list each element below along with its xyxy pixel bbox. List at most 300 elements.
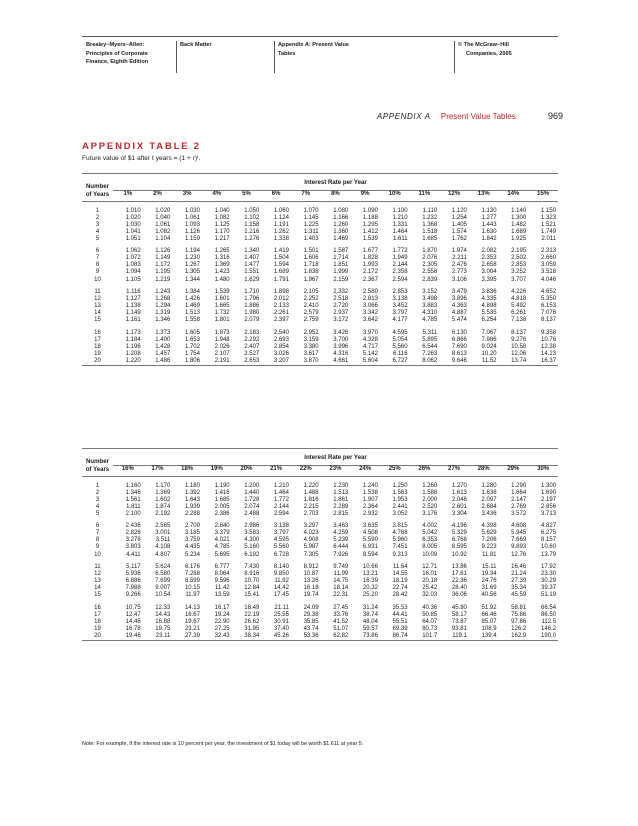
year-cell: 2 xyxy=(95,214,100,221)
running-head-appendix: APPENDIX A xyxy=(376,112,431,121)
value-cell: 1.838 xyxy=(303,269,319,276)
value-cell: 15.41 xyxy=(244,592,260,599)
value-cell: 1.050 xyxy=(244,207,260,214)
value-cell: 6.728 xyxy=(273,551,289,558)
value-cell: 1.426 xyxy=(184,296,200,303)
table-row xyxy=(82,544,558,551)
value-cell: 1.588 xyxy=(422,489,438,496)
value-cell: 1.816 xyxy=(303,496,319,503)
value-cell: 3.172 xyxy=(333,317,349,324)
future-value-table-1 xyxy=(82,173,558,366)
table-row xyxy=(82,504,558,511)
value-cell: 43.74 xyxy=(303,625,319,632)
value-cell: 1.150 xyxy=(541,207,557,214)
value-cell: 1.643 xyxy=(184,496,200,503)
year-cell: 5 xyxy=(95,235,100,242)
rate-header: 18% xyxy=(172,465,202,477)
value-cell: 1.440 xyxy=(244,489,260,496)
value-cell: 1.230 xyxy=(333,482,349,489)
value-cell: 1.861 xyxy=(333,496,349,503)
value-cell: 1.653 xyxy=(184,336,200,343)
value-cell: 1.188 xyxy=(362,214,378,221)
value-cell: 11.81 xyxy=(481,551,497,558)
value-cell: 1.083 xyxy=(125,262,141,269)
value-cell: 1.594 xyxy=(273,262,289,269)
value-cell: 8.157 xyxy=(541,537,557,544)
value-cell: 1.457 xyxy=(155,350,171,357)
value-cell: 2.502 xyxy=(511,255,527,262)
value-cell: 13.59 xyxy=(214,592,230,599)
table-row xyxy=(82,262,558,269)
value-cell: 1.120 xyxy=(451,207,467,214)
year-cell: 4 xyxy=(95,503,100,510)
value-cell: 16.17 xyxy=(214,604,230,611)
rate-header: 4% xyxy=(202,190,232,202)
value-cell: 1.762 xyxy=(451,235,467,242)
value-cell: 5.895 xyxy=(422,336,438,343)
value-cell: 29.38 xyxy=(303,611,319,618)
value-cell: 1.513 xyxy=(184,310,200,317)
value-cell: 2.769 xyxy=(511,503,527,510)
rate-header: 27% xyxy=(439,465,469,477)
value-cell: 1.219 xyxy=(155,276,171,283)
rate-header: 29% xyxy=(499,465,529,477)
value-cell: 2.197 xyxy=(541,496,557,503)
value-cell: 1.412 xyxy=(362,228,378,235)
value-cell: 2.252 xyxy=(303,296,319,303)
value-cell: 7.067 xyxy=(481,329,497,336)
section-info xyxy=(176,41,212,73)
rate-header: 8% xyxy=(321,190,351,202)
value-cell: 4.508 xyxy=(362,530,378,537)
value-cell: 4.021 xyxy=(214,537,230,544)
value-cell: 2.147 xyxy=(511,496,527,503)
value-cell: 3.479 xyxy=(451,289,467,296)
value-cell: 9.266 xyxy=(125,592,141,599)
value-cell: 1.405 xyxy=(451,221,467,228)
value-cell: 2.313 xyxy=(541,248,557,255)
year-cell: 17 xyxy=(94,336,101,343)
value-cell: 19.24 xyxy=(214,611,230,618)
value-cell: 6.130 xyxy=(451,329,467,336)
value-cell: 6.153 xyxy=(541,303,557,310)
value-cell: 1.061 xyxy=(155,221,171,228)
value-cell: 7.430 xyxy=(244,564,260,571)
value-cell: 75.86 xyxy=(511,611,527,618)
value-cell: 1.196 xyxy=(125,343,141,350)
table-row xyxy=(82,269,558,276)
value-cell: 9.276 xyxy=(511,336,527,343)
value-cell: 2.079 xyxy=(244,317,260,324)
year-cell: 10 xyxy=(94,551,101,558)
value-cell: 3.152 xyxy=(422,289,438,296)
value-cell: 86.74 xyxy=(380,633,410,641)
year-cell: 10 xyxy=(94,276,101,283)
value-cell: 32.43 xyxy=(202,633,232,641)
rate-header: 15% xyxy=(528,190,558,202)
value-cell: 1.082 xyxy=(214,214,230,221)
table-row xyxy=(82,497,558,504)
value-cell: 2.601 xyxy=(451,503,467,510)
value-cell: 1.124 xyxy=(273,214,289,221)
table-title: APPENDIX TABLE 2 xyxy=(82,141,201,152)
value-cell: 11.52 xyxy=(469,358,499,366)
value-cell: 1.060 xyxy=(273,207,289,214)
value-cell: 2.986 xyxy=(244,523,260,530)
value-cell: 6.886 xyxy=(125,578,141,585)
value-cell: 1.443 xyxy=(481,221,497,228)
value-cell: 3.052 xyxy=(392,510,408,517)
value-cell: 1.105 xyxy=(125,276,141,283)
value-cell: 101.7 xyxy=(410,633,440,641)
book-authors: Brealey−Myers−Allen: xyxy=(86,42,145,48)
value-cell: 3.996 xyxy=(333,343,349,350)
year-cell: 12 xyxy=(94,296,101,303)
value-cell: 1.368 xyxy=(422,221,438,228)
value-cell: 1.220 xyxy=(113,358,143,366)
years-label: of Years xyxy=(82,190,113,202)
value-cell: 9.646 xyxy=(439,358,469,366)
year-cell: 5 xyxy=(95,510,100,517)
number-label: Number xyxy=(82,449,113,466)
value-cell: 40.36 xyxy=(422,604,438,611)
value-cell: 64.07 xyxy=(422,618,438,625)
value-cell: 1.191 xyxy=(273,221,289,228)
value-cell: 12.76 xyxy=(511,551,527,558)
value-cell: 2.856 xyxy=(541,503,557,510)
value-cell: 2.565 xyxy=(155,523,171,530)
value-cell: 2.594 xyxy=(273,510,289,517)
value-cell: 3.635 xyxy=(362,523,378,530)
value-cell: 69.39 xyxy=(392,625,408,632)
value-cell: 1.210 xyxy=(273,482,289,489)
value-cell: 3.707 xyxy=(511,276,527,283)
value-cell: 1.104 xyxy=(155,235,171,242)
value-cell: 22.19 xyxy=(244,611,260,618)
value-cell: 33.76 xyxy=(333,611,349,618)
value-cell: 1.801 xyxy=(214,317,230,324)
year-cell: 8 xyxy=(95,537,100,544)
value-cell: 6.768 xyxy=(451,537,467,544)
interest-rate-label: Interest Rate per Year xyxy=(113,174,558,191)
value-cell: 1.294 xyxy=(155,303,171,310)
table-row xyxy=(82,344,558,351)
value-cell: 1.110 xyxy=(422,207,438,214)
value-cell: 17.61 xyxy=(451,571,467,578)
value-cell: 58.17 xyxy=(451,611,467,618)
value-cell: 1.664 xyxy=(511,489,527,496)
rate-header: 24% xyxy=(350,465,380,477)
value-cell: 1.243 xyxy=(155,289,171,296)
table-row xyxy=(82,483,558,490)
page-number: 969 xyxy=(547,111,563,121)
year-cell: 7 xyxy=(95,255,100,262)
value-cell: 8.064 xyxy=(214,571,230,578)
value-cell: 13.74 xyxy=(499,358,529,366)
value-cell: 3.463 xyxy=(333,523,349,530)
value-cell: 1.159 xyxy=(184,235,200,242)
value-cell: 1.127 xyxy=(125,296,141,303)
value-cell: 2.441 xyxy=(392,503,408,510)
rate-header: 26% xyxy=(410,465,440,477)
table-row xyxy=(82,585,558,592)
value-cell: 97.86 xyxy=(511,618,527,625)
value-cell: 3.138 xyxy=(392,296,408,303)
value-cell: 7.926 xyxy=(333,551,349,558)
document-header xyxy=(82,36,558,79)
value-cell: 1.689 xyxy=(511,228,527,235)
value-cell: 5.936 xyxy=(125,571,141,578)
value-cell: 2.144 xyxy=(273,503,289,510)
value-cell: 1.170 xyxy=(155,482,171,489)
value-cell: 40.56 xyxy=(481,592,497,599)
value-cell: 5.474 xyxy=(451,317,467,324)
value-cell: 1.886 xyxy=(244,303,260,310)
value-cell: 3.380 xyxy=(303,343,319,350)
value-cell: 3.059 xyxy=(541,262,557,269)
value-cell: 2.076 xyxy=(422,255,438,262)
value-cell: 12.71 xyxy=(422,564,438,571)
value-cell: 1.907 xyxy=(362,496,378,503)
value-cell: 8.137 xyxy=(541,317,557,324)
value-cell: 1.477 xyxy=(244,262,260,269)
value-cell: 2.854 xyxy=(273,343,289,350)
value-cell: 1.605 xyxy=(184,329,200,336)
value-cell: 1.689 xyxy=(273,269,289,276)
value-cell: 1.993 xyxy=(362,262,378,269)
value-cell: 1.331 xyxy=(392,221,408,228)
value-cell: 5.054 xyxy=(392,336,408,343)
value-cell: 10.87 xyxy=(303,571,319,578)
value-cell: 1.873 xyxy=(214,329,230,336)
interest-rate-label: Interest Rate per Year xyxy=(113,449,558,466)
value-cell: 1.170 xyxy=(214,228,230,235)
value-cell: 7.451 xyxy=(392,544,408,551)
table-row xyxy=(82,523,558,530)
value-cell: 24.09 xyxy=(303,604,319,611)
value-cell: 4.328 xyxy=(362,336,378,343)
value-cell: 2.853 xyxy=(392,289,408,296)
value-cell: 38.34 xyxy=(232,633,262,641)
value-cell: 3.106 xyxy=(451,276,467,283)
value-cell: 1.464 xyxy=(273,489,289,496)
value-cell: 2.211 xyxy=(452,255,467,262)
value-cell: 1.710 xyxy=(244,289,260,296)
value-cell: 19.67 xyxy=(184,618,200,625)
value-cell: 5.234 xyxy=(184,551,200,558)
value-cell: 6.580 xyxy=(155,571,171,578)
value-cell: 1.949 xyxy=(392,255,408,262)
value-cell: 1.464 xyxy=(392,228,408,235)
value-cell: 1.611 xyxy=(392,235,408,242)
rate-header: 28% xyxy=(469,465,499,477)
value-cell: 3.511 xyxy=(155,537,171,544)
value-cell: 16.37 xyxy=(528,358,558,366)
value-cell: 85.07 xyxy=(481,618,497,625)
value-cell: 5.560 xyxy=(392,343,408,350)
value-cell: 1.020 xyxy=(155,207,171,214)
value-cell: 7.988 xyxy=(125,585,141,592)
value-cell: 112.5 xyxy=(541,618,557,625)
value-cell: 15.11 xyxy=(481,564,497,571)
value-cell: 3.713 xyxy=(541,510,557,517)
value-cell: 1.613 xyxy=(451,489,467,496)
table-row xyxy=(82,633,558,641)
value-cell: 1.161 xyxy=(125,317,141,324)
value-cell: 10.20 xyxy=(481,350,497,357)
value-cell: 1.216 xyxy=(244,228,260,235)
value-cell: 1.040 xyxy=(214,207,230,214)
value-cell: 10.76 xyxy=(541,336,557,343)
copyright-line-2: Companies, 2005 xyxy=(466,50,512,57)
value-cell: 5.239 xyxy=(333,537,349,544)
value-cell: 1.094 xyxy=(125,269,141,276)
appendix-name: Appendix A: Present Value xyxy=(278,42,349,48)
value-cell: 66.54 xyxy=(541,604,557,611)
value-cell: 2.367 xyxy=(362,276,378,283)
table-row xyxy=(82,552,558,559)
section-name: Back Matter xyxy=(180,42,212,48)
value-cell: 21.11 xyxy=(274,604,289,611)
value-cell: 1.563 xyxy=(392,489,408,496)
value-cell: 1.276 xyxy=(244,235,260,242)
rate-header: 20% xyxy=(232,465,262,477)
value-cell: 1.677 xyxy=(362,248,378,255)
value-cell: 2.133 xyxy=(273,303,289,310)
value-cell: 1.040 xyxy=(155,214,171,221)
value-cell: 1.295 xyxy=(362,221,378,228)
value-cell: 7.076 xyxy=(541,310,557,317)
book-info xyxy=(86,41,148,67)
value-cell: 1.268 xyxy=(155,296,171,303)
value-cell: 7.288 xyxy=(184,571,200,578)
value-cell: 4.717 xyxy=(362,343,378,350)
value-cell: 2.488 xyxy=(244,510,260,517)
value-cell: 1.200 xyxy=(244,482,260,489)
value-cell: 66.46 xyxy=(481,611,497,618)
rate-header: 12% xyxy=(439,190,469,202)
value-cell: 1.240 xyxy=(362,482,378,489)
value-cell: 80.73 xyxy=(422,625,438,632)
value-cell: 1.702 xyxy=(184,343,200,350)
value-cell: 10.60 xyxy=(541,544,557,551)
value-cell: 1.574 xyxy=(451,228,467,235)
value-cell: 5.987 xyxy=(303,544,319,551)
value-cell: 1.010 xyxy=(125,207,141,214)
value-cell: 1.551 xyxy=(244,269,260,276)
value-cell: 3.883 xyxy=(422,303,438,310)
value-cell: 6.254 xyxy=(481,317,497,324)
value-cell: 2.191 xyxy=(202,358,232,366)
value-cell: 1.772 xyxy=(273,496,289,503)
value-cell: 6.544 xyxy=(422,343,438,350)
year-cell: 16 xyxy=(94,329,101,336)
value-cell: 2.540 xyxy=(273,329,289,336)
value-cell: 2.353 xyxy=(481,255,497,262)
rate-header: 11% xyxy=(410,190,440,202)
value-cell: 4.807 xyxy=(155,551,171,558)
value-cell: 1.539 xyxy=(362,235,378,242)
value-cell: 2.520 xyxy=(422,503,438,510)
value-cell: 22.90 xyxy=(214,618,230,625)
rate-header: 14% xyxy=(499,190,529,202)
value-cell: 37.40 xyxy=(273,625,289,632)
value-cell: 1.587 xyxy=(333,248,349,255)
value-cell: 1.419 xyxy=(273,248,289,255)
rate-header: 17% xyxy=(143,465,173,477)
value-cell: 6.192 xyxy=(244,551,260,558)
value-cell: 14.55 xyxy=(392,571,408,578)
value-cell: 9.850 xyxy=(273,571,289,578)
value-cell: 3.870 xyxy=(291,358,321,366)
value-cell: 4.196 xyxy=(451,523,467,530)
value-cell: 2.305 xyxy=(422,262,438,269)
value-cell: 2.144 xyxy=(392,262,408,269)
value-cell: 24.76 xyxy=(481,578,497,585)
value-cell: 3.342 xyxy=(362,310,378,317)
value-cell: 35.53 xyxy=(392,604,408,611)
year-cell: 19 xyxy=(94,625,101,632)
value-cell: 8.137 xyxy=(511,329,527,336)
value-cell: 1.093 xyxy=(184,221,200,228)
value-cell: 7.690 xyxy=(451,343,467,350)
value-cell: 12.38 xyxy=(541,343,557,350)
value-cell: 7.699 xyxy=(155,578,171,585)
table-row xyxy=(82,605,558,612)
rate-header: 22% xyxy=(291,465,321,477)
table-row xyxy=(82,222,558,229)
value-cell: 1.480 xyxy=(214,276,230,283)
value-cell: 11.42 xyxy=(215,585,230,592)
value-cell: 28.42 xyxy=(392,592,408,599)
value-cell: 1.160 xyxy=(125,482,141,489)
value-cell: 5.350 xyxy=(541,296,557,303)
appendix-name-2: Tables xyxy=(278,50,296,57)
value-cell: 1.130 xyxy=(481,207,497,214)
year-cell: 14 xyxy=(94,310,101,317)
value-cell: 12.47 xyxy=(125,611,141,618)
table-row xyxy=(82,351,558,358)
value-cell: 1.925 xyxy=(511,235,527,242)
value-cell: 1.967 xyxy=(303,276,319,283)
value-cell: 21.24 xyxy=(511,571,527,578)
value-cell: 4.768 xyxy=(392,530,408,537)
value-cell: 1.173 xyxy=(125,329,141,336)
value-cell: 1.558 xyxy=(184,317,200,324)
value-cell: 19.34 xyxy=(481,571,497,578)
running-head-title: Present Value Tables xyxy=(440,112,516,121)
value-cell: 1.898 xyxy=(273,289,289,296)
value-cell: 1.690 xyxy=(541,489,557,496)
value-cell: 3.815 xyxy=(392,523,408,530)
value-cell: 1.469 xyxy=(333,235,349,242)
value-cell: 1.195 xyxy=(155,269,171,276)
value-cell: 4.310 xyxy=(422,310,438,317)
value-cell: 2.937 xyxy=(333,310,349,317)
value-cell: 1.270 xyxy=(451,482,467,489)
value-cell: 2.105 xyxy=(303,289,319,296)
value-cell: 4.363 xyxy=(451,303,467,310)
book-edition: Finance, Eighth Edition xyxy=(86,59,149,65)
value-cell: 1.125 xyxy=(214,221,230,228)
value-cell: 4.661 xyxy=(321,358,351,366)
year-cell: 9 xyxy=(95,544,100,551)
year-cell: 3 xyxy=(95,221,100,228)
value-cell: 1.300 xyxy=(511,214,527,221)
value-cell: 3.138 xyxy=(273,523,289,530)
value-cell: 2.853 xyxy=(511,262,527,269)
table-row xyxy=(82,289,558,296)
